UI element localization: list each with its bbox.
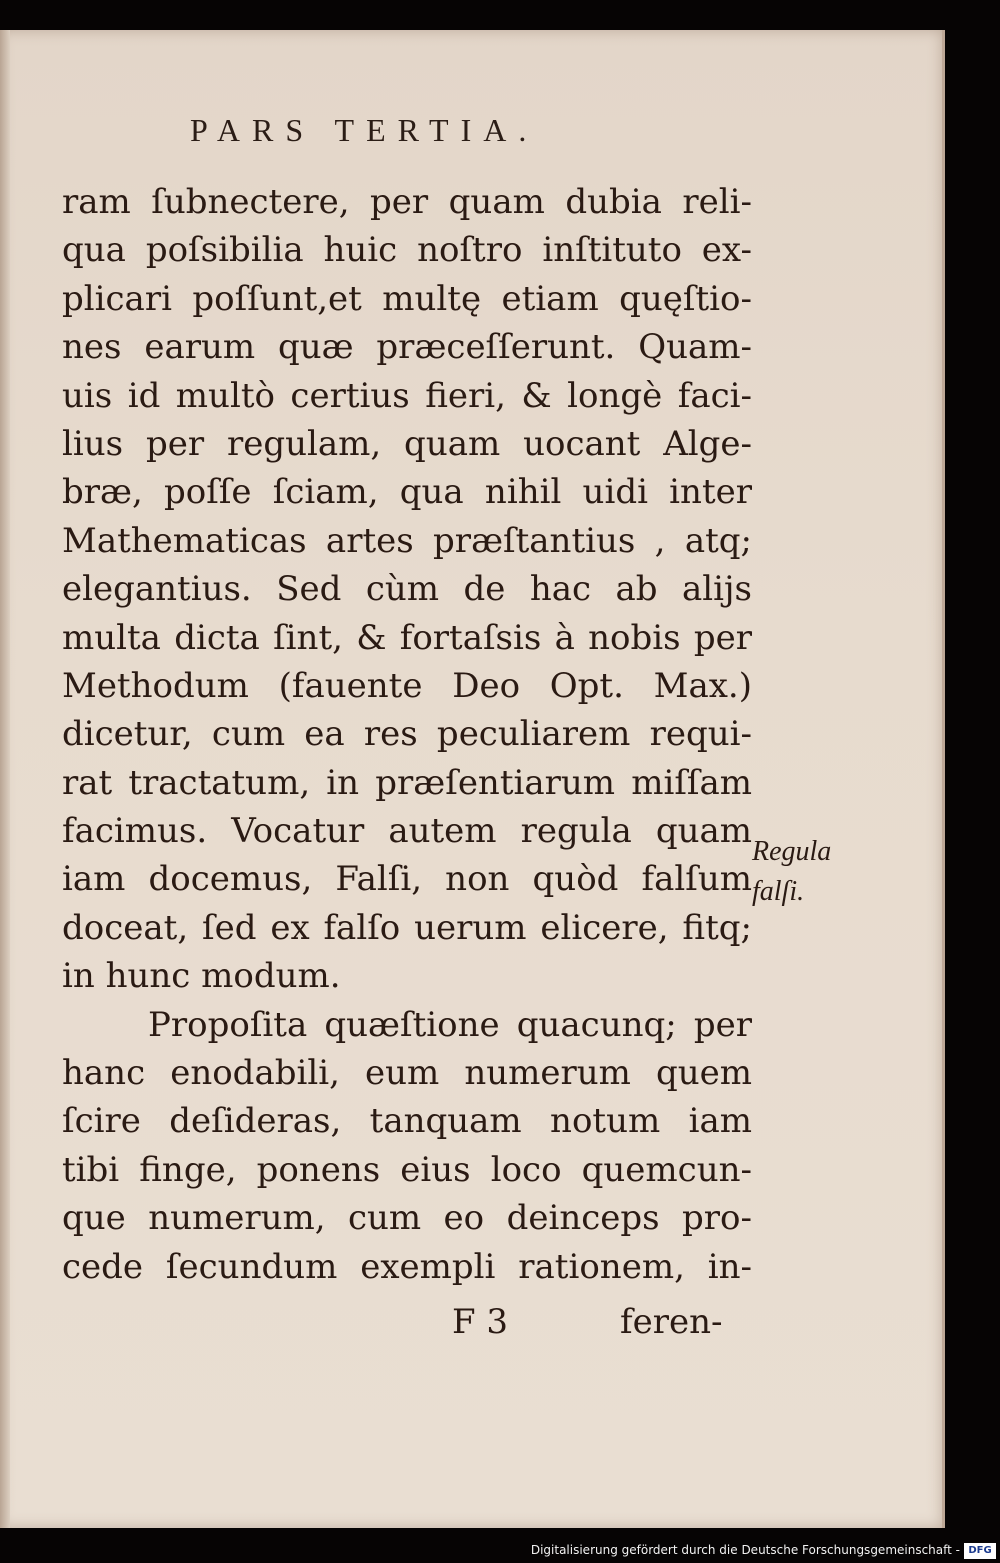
text-line: elegantius. Sed cùm de hac ab alijs [62,569,752,610]
running-head: PARS TERTIA. [190,112,539,148]
text-line: facimus. Vocatur autem regula quam [62,811,752,852]
text-line: ram ſubnectere, per quam dubia reli- [62,182,752,222]
paragraph-start-line: Propoſita quæſtione quacunq; per [148,1004,752,1045]
dfg-logo: DFG [964,1543,996,1559]
text-line: que numerum, cum eo deinceps pro- [62,1198,752,1239]
text-line: cede ſecundum exempli rationem, in- [62,1246,752,1287]
marginal-note-line: falſi. [752,876,805,907]
text-line: uis id multò certius fieri, & longè faci- [62,375,752,416]
catchword: feren- [620,1302,723,1342]
text-line: in hunc modum. [62,956,341,997]
text-line: multa dicta ſint, & fortaſsis à nobis per [62,617,752,658]
text-line: Mathematicas artes præſtantius , atq; [62,520,752,561]
text-line: tibi finge, ponens eius loco quemcun- [62,1149,752,1190]
text-line: plicari poſſunt,et multę etiam quęſtio- [62,278,752,319]
page-foot [0,1302,942,1352]
text-line: dicetur, cum ea res peculiarem requi- [62,714,752,755]
text-line: Methodum (fauente Deo Opt. Max.) [62,665,752,706]
text-line: lius per regulam, quam uocant Alge- [62,423,752,464]
funding-credit: Digitalisierung gefördert durch die Deutsche Forschungsgemeinschaft - [530,1543,960,1557]
text-line: qua poſsibilia huic noſtro inſtituto ex- [62,230,752,271]
text-line: hanc enodabili, eum numerum quem [62,1053,752,1094]
text-line: rat tractatum, in præſentiarum miſſam [62,762,752,803]
text-line: doceat, ſed ex falſo uerum elicere, fitq; [62,907,752,948]
text-line: nes earum quæ præceſſerunt. Quam- [62,327,752,368]
text-line: ſcire deſideras, tanquam notum iam [62,1101,752,1142]
body-text [62,178,752,1291]
text-line: iam docemus, Falſi, non quòd falſum [62,859,752,900]
marginal-note-line: Regula [752,836,832,867]
signature-mark: F 3 [452,1302,509,1342]
book-page [0,30,945,1528]
text-line: bræ, poſſe ſciam, qua nihil uidi inter [62,472,752,513]
marginal-note [752,832,872,912]
